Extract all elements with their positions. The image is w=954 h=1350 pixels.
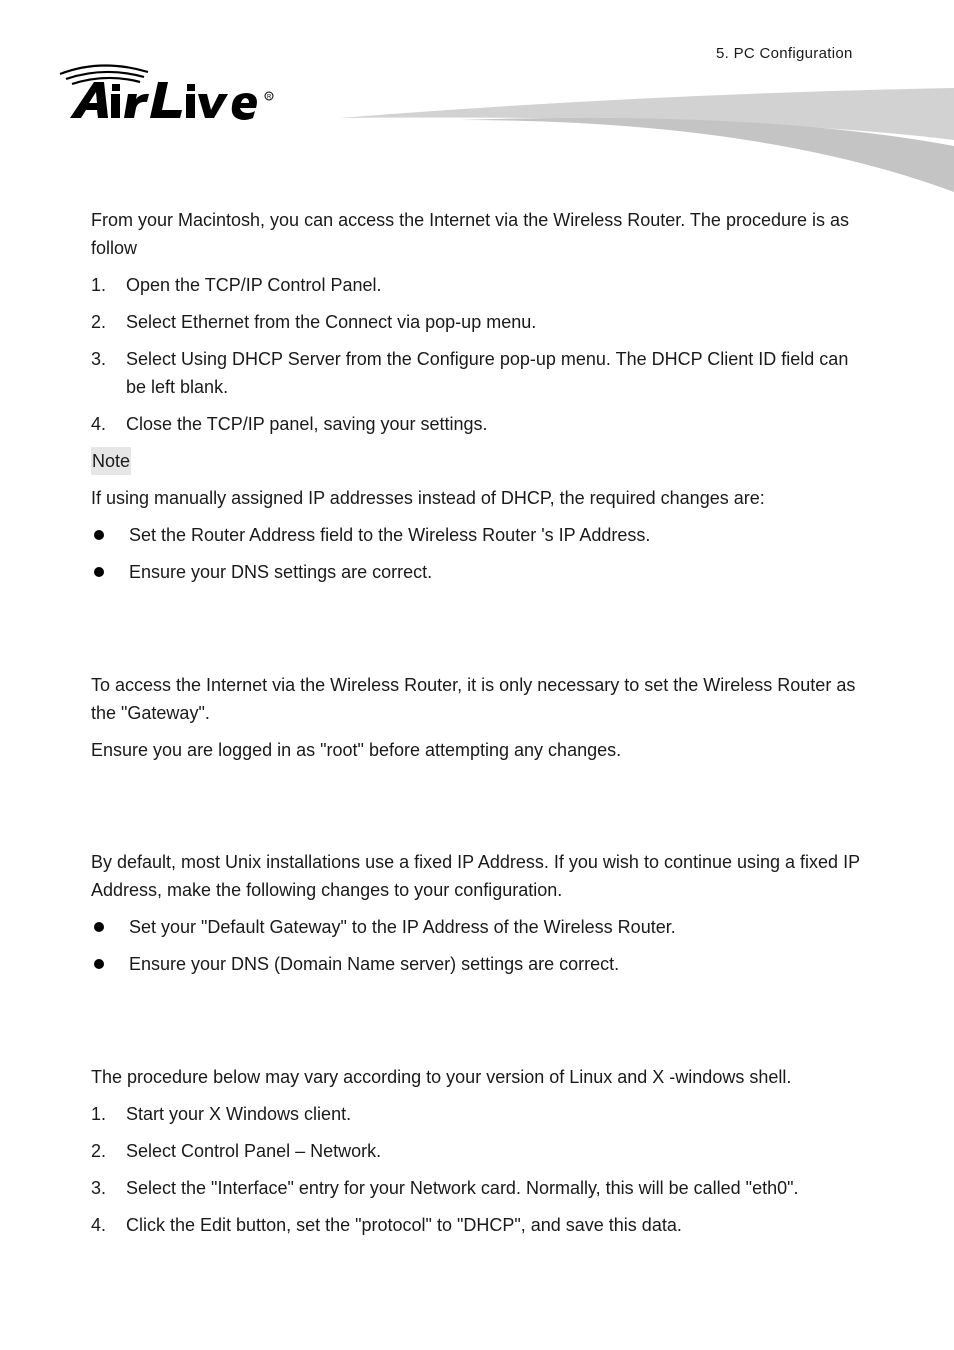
svg-text:R: R	[267, 94, 272, 101]
list-text: Select Control Panel – Network.	[126, 1141, 382, 1161]
list-number: 3.	[91, 1178, 107, 1198]
bullet-item	[91, 913, 871, 941]
list-number: 2.	[91, 1141, 107, 1161]
bullet-text: Set your "Default Gateway" to the IP Address of the Wireless Router.	[129, 917, 676, 937]
list-text: Open the TCP/IP Control Panel.	[126, 275, 382, 295]
list-number: 1.	[91, 275, 107, 295]
list-text: Select the "Interface" entry for your Network card. Normally, this will be called "eth0".	[126, 1178, 799, 1198]
bullet-text: Ensure your DNS settings are correct.	[129, 562, 433, 582]
list-number: 2.	[91, 312, 107, 332]
list-number: 1.	[91, 1104, 107, 1124]
list-text: Start your X Windows client.	[126, 1104, 352, 1124]
list-number: 3.	[91, 349, 107, 369]
bullet-item	[91, 521, 871, 549]
list-item	[91, 1174, 871, 1202]
fixed-ip-intro: By default, most Unix installations use a fixed IP Address. If you wish to continue using a fixed IP Address, make the following changes to your configuration.	[91, 852, 860, 900]
bullet-icon	[91, 558, 129, 586]
unix-intro: To access the Internet via the Wireless Router, it is only necessary to set the Wireless Router as the "Gateway".	[91, 675, 856, 723]
bullet-item	[91, 950, 871, 978]
note-text: If using manually assigned IP addresses instead of DHCP, the required changes are:	[91, 488, 765, 508]
airlive-logo	[56, 60, 286, 130]
list-item	[91, 1137, 871, 1165]
list-item	[91, 345, 871, 401]
bullet-text: Ensure your DNS (Domain Name server) settings are correct.	[129, 954, 620, 974]
bullet-icon	[91, 913, 129, 941]
list-item	[91, 1100, 871, 1128]
list-number: 4.	[91, 414, 107, 434]
list-text: Click the Edit button, set the "protocol" to "DHCP", and save this data.	[126, 1215, 682, 1235]
list-text: Select Ethernet from the Connect via pop-up menu.	[126, 312, 537, 332]
list-item	[91, 271, 871, 299]
list-number: 4.	[91, 1215, 107, 1235]
list-text: Select Using DHCP Server from the Configure pop-up menu. The DHCP Client ID field can be left blank.	[126, 349, 849, 397]
chapter-header: 5. PC Configuration	[716, 45, 853, 62]
root-note: Ensure you are logged in as "root" before attempting any changes.	[91, 740, 622, 760]
bullet-icon	[91, 521, 129, 549]
bullet-item	[91, 558, 871, 586]
list-text: Close the TCP/IP panel, saving your settings.	[126, 414, 488, 434]
page-content	[91, 206, 871, 1248]
note-label: Note	[91, 447, 131, 475]
bullet-icon	[91, 950, 129, 978]
bullet-text: Set the Router Address field to the Wireless Router 's IP Address.	[129, 525, 651, 545]
mac-intro: From your Macintosh, you can access the Internet via the Wireless Router. The procedure is as follow	[91, 210, 850, 258]
header-swoosh	[340, 80, 954, 200]
list-item	[91, 410, 871, 438]
list-item	[91, 1211, 871, 1239]
linux-intro: The procedure below may vary according to your version of Linux and X -windows shell.	[91, 1067, 792, 1087]
list-item	[91, 308, 871, 336]
